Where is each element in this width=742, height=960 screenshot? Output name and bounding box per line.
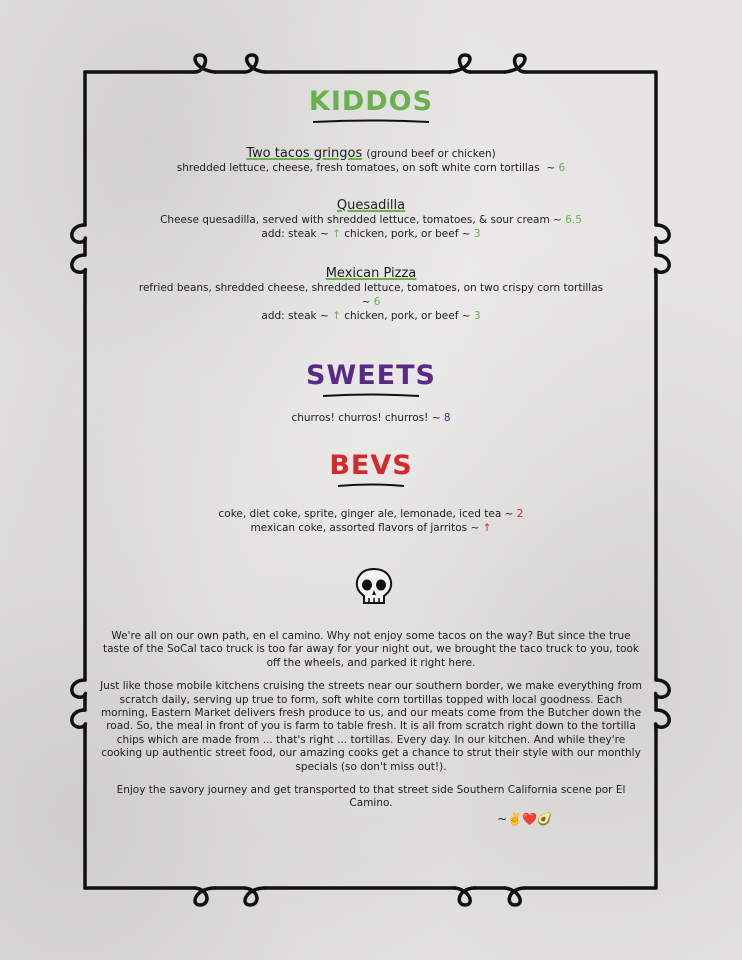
item-description: refried beans, shredded cheese, shredded lettuce, tomatoes, on two crispy corn tortillas — [138, 282, 604, 294]
kiddos-heading-underline — [311, 119, 431, 125]
tilde: ~ — [461, 228, 471, 240]
add-on-label: add: steak — [261, 310, 317, 322]
add-on-label: add: steak — [261, 228, 317, 240]
item-description: Cheese quesadilla, served with shredded lettuce, tomatoes, & sour cream — [160, 214, 550, 226]
sweets-heading-underline — [321, 393, 421, 399]
signoff-emoji: ~✌️❤️🥑 — [497, 811, 552, 826]
tilde: ~ — [319, 310, 329, 322]
about-paragraph-2: Just like those mobile kitchens cruising the streets near our southern border, we make everything from scratch daily, serving up true to form, soft white corn tortillas topped with local goodness. Each morning, Eastern Market delivers fresh produce to us, and our meats come from the Butcher down the road. So, the meal in front of you is farm to table fresh. It is all from scratch right down to the tortilla chips which are made from ... that's right ... tortillas. Every day. In our kitchen. And while they're cooking up authentic street food, our amazing cooks get a chance to strut their style with our monthly specials (so don't miss out!). — [100, 680, 642, 773]
item-description: shredded lettuce, cheese, fresh tomatoes, on soft white corn tortillas — [176, 162, 540, 174]
about-paragraph-3: Enjoy the savory journey and get transported to that street side Southern California scene por El Camino. — [116, 784, 626, 810]
add-on-price: 3 — [473, 310, 481, 322]
item-name: Quesadilla — [336, 198, 406, 213]
item-price: 6 — [558, 162, 566, 174]
bevs-price-1: 2 — [516, 508, 524, 520]
add-on-options: chicken, pork, or beef — [344, 310, 459, 322]
bevs-heading-underline — [336, 483, 406, 489]
menu-item-two-tacos — [100, 146, 642, 175]
bevs-section — [100, 450, 642, 535]
tilde: ~ — [361, 296, 371, 308]
bevs-line-1: coke, diet coke, sprite, ginger ale, lemonade, iced tea — [218, 508, 502, 520]
tilde: ~ — [553, 214, 562, 226]
skull-icon — [352, 567, 396, 607]
up-arrow-icon: ↑ — [332, 310, 341, 322]
add-on-options: chicken, pork, or beef — [344, 228, 459, 240]
sweets-heading: SWEETS — [306, 360, 436, 391]
item-name-note: (ground beef or chicken) — [366, 148, 496, 160]
tilde: ~ — [546, 162, 556, 174]
kiddos-heading: KIDDOS — [308, 86, 434, 117]
item-price: 6 — [373, 296, 381, 308]
kiddos-section — [100, 86, 642, 125]
tilde: ~ — [431, 412, 441, 424]
sweets-price: 8 — [443, 412, 451, 424]
bevs-heading: BEVS — [329, 450, 413, 481]
item-name: Mexican Pizza — [325, 266, 417, 281]
tilde: ~ — [470, 522, 480, 534]
item-name: Two tacos gringos — [246, 146, 363, 161]
add-on-price: 3 — [473, 228, 481, 240]
menu-item-mexican-pizza — [100, 266, 642, 323]
menu-item-quesadilla — [100, 198, 642, 241]
up-arrow-icon: ↑ — [482, 522, 492, 534]
sweets-section — [100, 360, 642, 425]
tilde: ~ — [504, 508, 514, 520]
sweets-description: churros! churros! churros! — [291, 412, 429, 424]
about-paragraph-1: We're all on our own path, en el camino. Why not enjoy some tacos on the way? But since the true taste of the SoCal taco truck is too far away for your night out, we brought the taco truck to you, took off the wheels, and parked it right here. — [102, 630, 640, 669]
bevs-line-2: mexican coke, assorted flavors of jarritos — [250, 522, 468, 534]
tilde: ~ — [461, 310, 471, 322]
tilde: ~ — [319, 228, 329, 240]
about-text — [100, 630, 642, 826]
up-arrow-icon: ↑ — [332, 228, 341, 240]
item-price: 6.5 — [565, 214, 582, 226]
